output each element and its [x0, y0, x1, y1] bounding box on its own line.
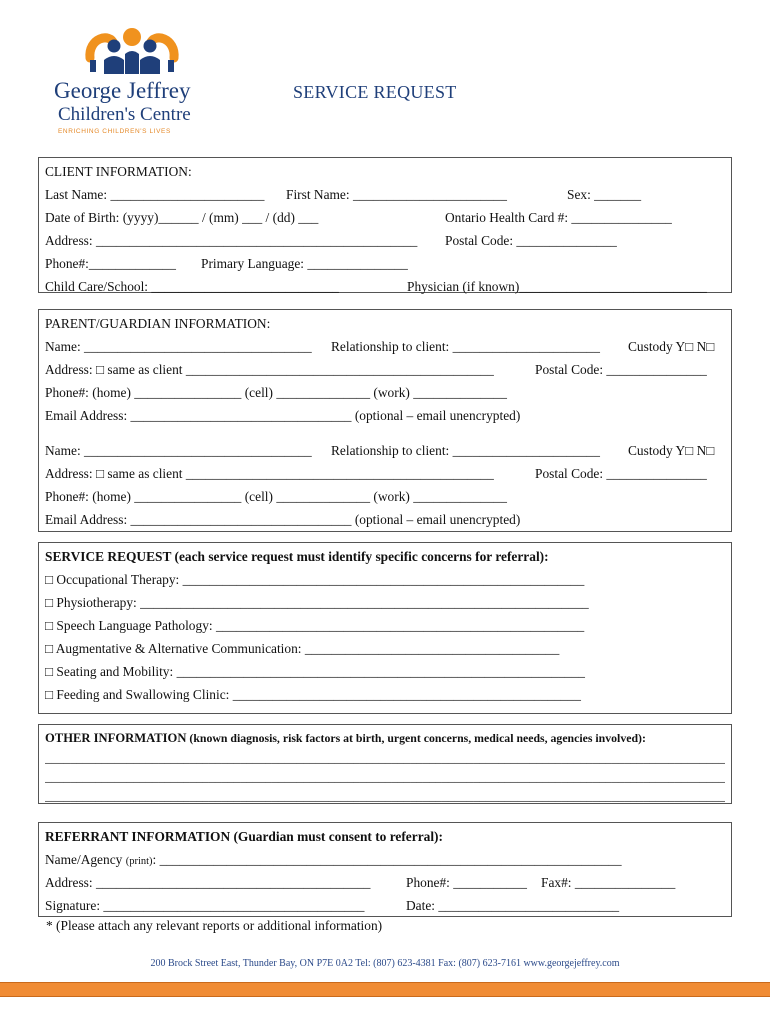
- client-postal-code-field[interactable]: Postal Code: _______________: [445, 233, 617, 248]
- referrant-heading: REFERRANT INFORMATION (Guardian must consent to referral):: [45, 829, 443, 844]
- guardian-custody-checkbox[interactable]: Custody Y□ N□: [628, 339, 715, 354]
- service-item-physiotherapy[interactable]: □ Physiotherapy: ___________________________________________________________________: [45, 595, 589, 610]
- guardian-phone-fields[interactable]: Phone#: (home) ________________ (cell) ______________ (work) ______________: [45, 385, 507, 400]
- sex-field[interactable]: Sex: _______: [567, 187, 642, 202]
- footer-bar: [0, 982, 770, 997]
- logo: [46, 24, 212, 140]
- guardian-relationship-field[interactable]: Relationship to client: ______________________: [331, 339, 600, 354]
- parent-guardian-section: [38, 309, 732, 532]
- referrant-information-section: [38, 822, 732, 917]
- service-item-occupational-therapy[interactable]: □ Occupational Therapy: ____________________________________________________________: [45, 572, 585, 587]
- guardian-address-field[interactable]: Address: □ same as client ______________________________________________: [45, 466, 494, 481]
- client-information-section: [38, 157, 732, 293]
- guardian-relationship-field[interactable]: Relationship to client: ______________________: [331, 443, 600, 458]
- guardian-postal-code-field[interactable]: Postal Code: _______________: [535, 362, 707, 377]
- guardian-custody-checkbox[interactable]: Custody Y□ N□: [628, 443, 715, 458]
- referrant-fax-field[interactable]: Fax#: _______________: [541, 875, 676, 890]
- client-heading: CLIENT INFORMATION:: [45, 164, 192, 179]
- attachment-note: * (Please attach any relevant reports or additional information): [46, 918, 383, 933]
- health-card-field[interactable]: Ontario Health Card #: _______________: [445, 210, 672, 225]
- guardian-phone-fields[interactable]: Phone#: (home) ________________ (cell) ______________ (work) ______________: [45, 489, 507, 504]
- logo-org-name-line2: Children's Centre: [58, 104, 191, 125]
- client-address-field[interactable]: Address: ________________________________________________: [45, 233, 418, 248]
- service-request-section: [38, 542, 732, 714]
- referrant-address-field[interactable]: Address: _________________________________________: [45, 875, 371, 890]
- last-name-field[interactable]: Last Name: _______________________: [45, 187, 265, 202]
- guardian-address-field[interactable]: Address: □ same as client ______________________________________________: [45, 362, 494, 377]
- logo-org-name: George Jeffrey: [54, 78, 191, 103]
- other-information-section: [38, 724, 732, 804]
- footer-contact: 200 Brock Street East, Thunder Bay, ON P7E 0A2 Tel: (807) 623-4381 Fax: (807) 623-7161 www.georgejeffrey.com: [150, 958, 620, 969]
- referrant-signature-field[interactable]: Signature: _______________________________________: [45, 898, 365, 913]
- parent-heading: PARENT/GUARDIAN INFORMATION:: [45, 316, 271, 331]
- other-info-line[interactable]: ____________________________________________________________________________________________________________: [45, 789, 725, 803]
- guardian-email-field[interactable]: Email Address: _________________________________ (optional – email unencrypted): [45, 408, 521, 423]
- service-heading: SERVICE REQUEST (each service request must identify specific concerns for referral):: [45, 549, 549, 564]
- physician-field[interactable]: Physician (if known)____________________________: [407, 279, 707, 294]
- child-care-school-field[interactable]: Child Care/School: ____________________________: [45, 279, 339, 294]
- other-info-line[interactable]: ____________________________________________________________________________________________________________: [45, 751, 725, 765]
- first-name-field[interactable]: First Name: _______________________: [286, 187, 507, 202]
- service-item-feeding-swallowing[interactable]: □ Feeding and Swallowing Clinic: ____________________________________________________: [45, 687, 581, 702]
- service-item-speech-language[interactable]: □ Speech Language Pathology: _______________________________________________________: [45, 618, 585, 633]
- other-heading: OTHER INFORMATION (known diagnosis, risk factors at birth, urgent concerns, medical needs, agencies involved):: [45, 731, 646, 745]
- service-item-aac[interactable]: □ Augmentative & Alternative Communication: ______________________________________: [45, 641, 560, 656]
- guardian-postal-code-field[interactable]: Postal Code: _______________: [535, 466, 707, 481]
- guardian-name-field[interactable]: Name: __________________________________: [45, 443, 312, 458]
- guardian-name-field[interactable]: Name: __________________________________: [45, 339, 312, 354]
- service-item-seating-mobility[interactable]: □ Seating and Mobility: _____________________________________________________________: [45, 664, 585, 679]
- logo-tagline: ENRICHING CHILDREN'S LIVES: [58, 128, 171, 135]
- primary-language-field[interactable]: Primary Language: _______________: [201, 256, 408, 271]
- guardian-email-field[interactable]: Email Address: _________________________________ (optional – email unencrypted): [45, 512, 521, 527]
- referrant-date-field[interactable]: Date: ___________________________: [406, 898, 620, 913]
- children-figures-icon: [82, 24, 182, 76]
- referrant-name-agency-field[interactable]: Name/Agency (print): _____________________________________________________________________: [45, 852, 622, 867]
- page-title: SERVICE REQUEST: [293, 82, 457, 102]
- client-phone-field[interactable]: Phone#:_____________: [45, 256, 176, 271]
- date-of-birth-field[interactable]: Date of Birth: (yyyy)______ / (mm) ___ / (dd) ___: [45, 210, 319, 225]
- referrant-phone-field[interactable]: Phone#: ___________: [406, 875, 527, 890]
- other-info-line[interactable]: ____________________________________________________________________________________________________________: [45, 770, 725, 784]
